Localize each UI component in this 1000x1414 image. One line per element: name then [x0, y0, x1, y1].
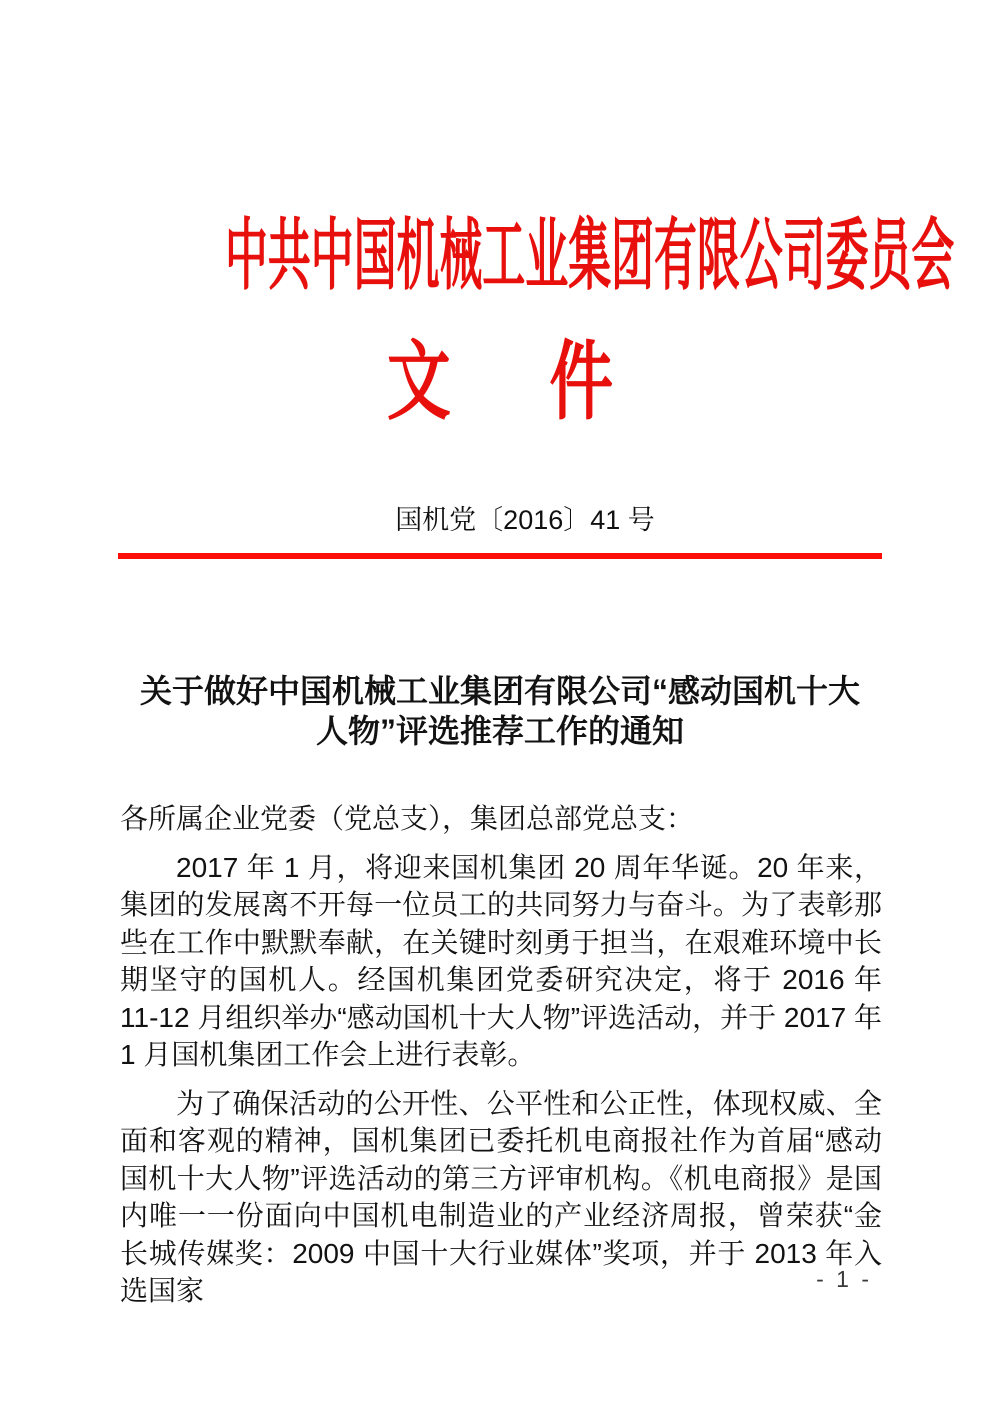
letterhead-doc-word-row [130, 336, 870, 428]
document-title [0, 671, 1000, 751]
document-body [120, 800, 882, 1310]
red-divider-line [118, 553, 882, 559]
document-title-line2: 人物”评选推荐工作的通知 [315, 713, 684, 749]
letterhead-org-name: 中共中国机械工业集团有限公司委员会 [225, 212, 955, 299]
document-reference-number: 国机党〔2016〕41 号 [395, 505, 655, 535]
page-number: - 1 - [816, 1266, 872, 1292]
document-title-line1: 关于做好中国机械工业集团有限公司“感动国机十大 [139, 673, 860, 709]
body-paragraph-1: 2017 年 1 月，将迎来国机集团 20 周年华诞。20 年来，集团的发展离不开每一位员工的共同努力与奋斗。为了表彰那些在工作中默默奉献，在关键时刻勇于担当，在艰难环境中长期坚守的国机人。经国机集团党委研究决定，将于 2016 年 11-12 月组织举办“感动国机十大人物”评选活动，并于 2017 年 1 月国机集团工作会上进行表彰。 [120, 851, 882, 1070]
letterhead-doc-word: 文件 [387, 334, 712, 430]
salutation-line: 各所属企业党委（党总支），集团总部党总支： [120, 803, 695, 834]
body-paragraph-2: 为了确保活动的公开性、公平性和公正性，体现权威、全面和客观的精神，国机集团已委托机电商报社作为首届“感动国机十大人物”评选活动的第三方评审机构。《机电商报》是国内唯一一份面向中国机电制造业的产业经济周报，曾荣获“金长城传媒奖：2009 中国十大行业媒体”奖项，并于 2013 年入选国家 [120, 1087, 882, 1306]
